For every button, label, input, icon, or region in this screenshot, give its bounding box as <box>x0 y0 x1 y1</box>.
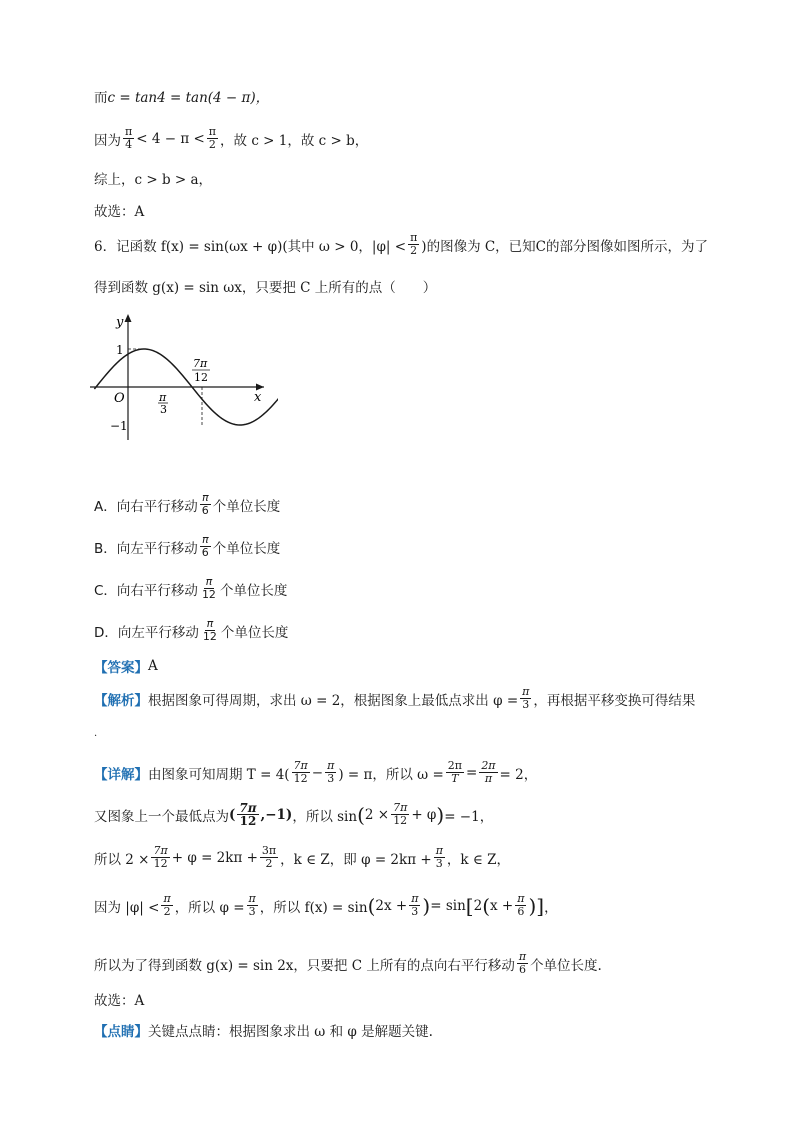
detail-text: 因为 |φ| < <box>94 899 160 916</box>
tick-label-pi3-den: 3 <box>160 403 167 416</box>
fraction: $\frac{7\pi}{12}$ <box>293 759 308 785</box>
fraction: $\frac{\pi}{2}$ <box>410 231 418 257</box>
paren-open: ( <box>367 893 376 918</box>
option-text: D．向左平行移动 <box>94 624 199 641</box>
bracket-close: ] <box>536 893 545 918</box>
prev-text: ，故 c > 1，故 c > b， <box>220 132 369 149</box>
fraction: $\frac{\pi}{3}$ <box>522 685 530 711</box>
question-text: 6．记函数 f(x) = sin(ωx + φ)(其中 ω > 0，|φ| < <box>94 238 407 255</box>
detail-text: ，k ∈ Z， <box>446 851 511 868</box>
detail-text: = sin <box>430 897 466 914</box>
detail-text: 所以为了得到函数 g(x) = sin 2x，只要把 C 上所有的点向右平行移动 <box>94 957 515 974</box>
comment-text: 关键点点睛：根据图象求出 ω 和 φ 是解题关键. <box>148 1024 433 1040</box>
detail-line-5 <box>94 951 602 976</box>
answer-line <box>94 656 158 676</box>
tick-label-1: 1 <box>116 343 124 357</box>
y-axis-arrow <box>125 314 132 322</box>
paren-open: ( <box>357 802 365 827</box>
detail-text: = −1， <box>444 808 494 825</box>
detail-text: + φ <box>411 806 437 823</box>
detail-text: ， <box>544 899 558 916</box>
fraction: $\frac{\pi}{6}$ <box>201 533 209 559</box>
tick-label-7pi12-num: 7π <box>193 357 208 370</box>
analysis-line <box>94 686 695 711</box>
detail-text: x + <box>490 897 514 914</box>
fraction: $\frac{\pi}{3}$ <box>248 892 256 918</box>
answer-value: A <box>148 658 158 674</box>
fraction: $\frac{\pi}{3}$ <box>435 844 443 870</box>
detail-line-4 <box>94 893 558 918</box>
detail-line-3 <box>94 845 510 870</box>
detail-text: = <box>466 764 478 781</box>
fraction: $\frac{\pi}{12}$ <box>202 617 217 643</box>
option-text: B．向左平行移动 <box>94 540 198 557</box>
answer-tag: 【答案】 <box>94 660 148 676</box>
fraction: $\frac{\pi}{6}$ <box>518 950 527 976</box>
detail-text: = 2， <box>499 766 538 783</box>
fraction: $\frac{2\pi}{\pi}$ <box>481 759 496 785</box>
option-text: C．向右平行移动 <box>94 582 198 599</box>
analysis-dot: . <box>94 728 98 739</box>
prev-formula: < 4 − π < <box>136 130 205 147</box>
prev-line-4: 故选：A <box>94 204 145 220</box>
detail-text: 2 × <box>364 806 390 823</box>
detail-tag: 【详解】 <box>94 766 148 783</box>
option-text: 个单位长度 <box>212 540 281 557</box>
question-line-1 <box>94 232 708 257</box>
bracket-open: [ <box>465 893 474 918</box>
function-graph <box>88 310 278 445</box>
detail-text: ( <box>229 806 236 823</box>
tick-label-pi3-num: π <box>159 391 167 404</box>
comment-tag: 【点睛】 <box>94 1024 148 1040</box>
fraction: $\frac{\pi}{6}$ <box>201 491 209 517</box>
detail-line-1 <box>94 760 537 785</box>
question-line-2: 得到函数 g(x) = sin ωx，只要把 C 上所有的点（ ） <box>94 280 437 296</box>
option-text: 个单位长度 <box>220 624 289 641</box>
paren-close: ) <box>422 893 431 918</box>
detail-text: 所以 2 × <box>94 851 150 868</box>
detail-text: ,−1) <box>260 806 293 823</box>
fraction: $\frac{\pi}{3}$ <box>327 759 335 785</box>
detail-text: 2x + <box>375 897 408 914</box>
fraction: $\frac{2\pi}{T}$ <box>447 759 462 785</box>
detail-text: ，所以 φ = <box>174 899 245 916</box>
fraction: $\frac{\pi}{3}$ <box>411 892 419 918</box>
option-text: A．向右平行移动 <box>94 498 198 515</box>
detail-text: ) = π，所以 ω = <box>338 766 444 783</box>
prev-line-3: 综上，c > b > a， <box>94 172 213 188</box>
origin-label: O <box>114 391 125 406</box>
detail-text: − <box>311 764 324 781</box>
detail-text: ，所以 sin <box>292 808 358 825</box>
question-text: )的图像为 C，已知C的部分图像如图所示，为了 <box>421 238 709 255</box>
fraction: $\frac{\pi}{4}$ <box>125 125 133 151</box>
fraction: $\frac{7\pi}{12}$ <box>153 844 168 870</box>
y-axis-label: y <box>116 315 124 330</box>
prev-line-1 <box>94 86 269 106</box>
fraction: $\frac{7\pi}{12}$ <box>239 801 257 828</box>
comment-line <box>94 1020 433 1040</box>
prev-text: 而 <box>94 90 108 106</box>
option-b[interactable] <box>94 534 280 559</box>
tick-label-7pi12-den: 12 <box>194 371 208 384</box>
detail-text: 个单位长度. <box>530 957 602 974</box>
option-text: 个单位长度 <box>219 582 288 599</box>
option-text: 个单位长度 <box>212 498 281 515</box>
detail-text: ，所以 f(x) = sin <box>259 899 368 916</box>
analysis-text: ，再根据平移变换可得结果 <box>533 692 696 709</box>
fraction: $\frac{7\pi}{12}$ <box>393 801 408 827</box>
paren-close: ) <box>436 802 445 827</box>
fraction: $\frac{3\pi}{2}$ <box>261 844 277 870</box>
detail-text: 由图象可知周期 T = 4( <box>148 766 290 783</box>
option-c[interactable] <box>94 576 287 601</box>
fraction: $\frac{\pi}{2}$ <box>208 125 217 151</box>
paren-close: ) <box>528 893 537 918</box>
detail-text: 2 <box>473 897 483 914</box>
prev-text: 因为 <box>94 132 121 149</box>
fraction: $\frac{\pi}{6}$ <box>517 892 525 918</box>
detail-line-6: 故选：A <box>94 993 145 1009</box>
paren-open: ( <box>482 893 490 918</box>
prev-formula: c = tan4 = tan(4 − π)， <box>107 90 270 106</box>
analysis-text: 根据图象可得周期，求出 ω = 2，根据图象上最低点求出 φ = <box>148 692 519 709</box>
tick-label-neg1: −1 <box>110 419 128 433</box>
detail-text: ，k ∈ Z，即 φ = 2kπ + <box>280 851 432 868</box>
option-d[interactable] <box>94 618 288 643</box>
detail-text: 又图象上一个最低点为 <box>94 808 229 825</box>
fraction: $\frac{\pi}{2}$ <box>163 892 171 918</box>
analysis-tag: 【解析】 <box>94 692 148 709</box>
prev-line-2 <box>94 126 368 151</box>
option-a[interactable] <box>94 492 280 517</box>
detail-text: + φ = 2kπ + <box>171 849 258 866</box>
x-axis-label: x <box>254 390 262 405</box>
detail-line-2 <box>94 802 493 827</box>
fraction: $\frac{\pi}{12}$ <box>201 575 216 601</box>
